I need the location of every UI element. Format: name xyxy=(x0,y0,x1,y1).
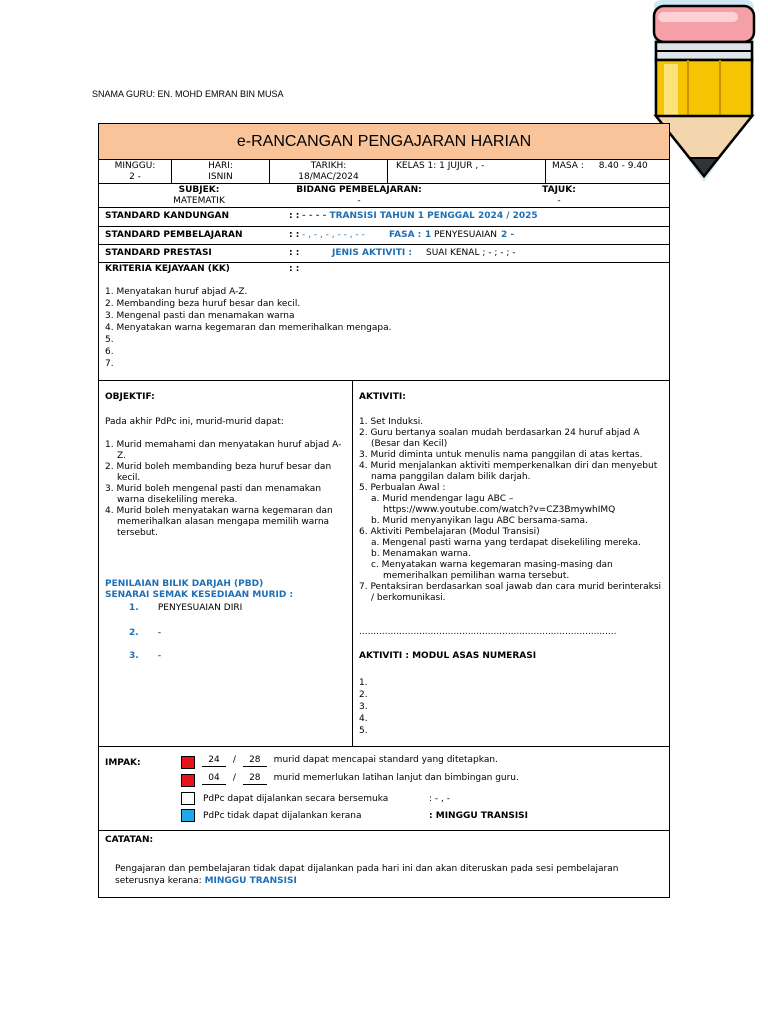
spr-label: STANDARD PRESTASI xyxy=(105,248,212,258)
sp-penyesuaian: PENYESUAIAN xyxy=(434,230,498,240)
impak-text: murid dapat mencapai standard yang ditetapkan. xyxy=(273,755,498,765)
impak-text: murid memerlukan latihan lanjut dan bimbingan guru. xyxy=(273,773,519,783)
impak-text: PdPc tidak dapat dijalankan kerana xyxy=(203,811,362,821)
red-checkbox[interactable] xyxy=(181,774,195,787)
dotted-separator: .......................................................................................... xyxy=(359,627,617,637)
form-title: e-RANCANGAN PENGAJARAN HARIAN xyxy=(99,124,669,160)
impak-label: IMPAK: xyxy=(105,758,141,768)
pbd-subheading: SENARAI SEMAK KESEDIAAN MURID : xyxy=(105,590,294,600)
aktiviti-item: 4. Murid menjalankan aktiviti memperkenalkan diri dan menyebut nama panggilan dalam bilik darjah. xyxy=(359,461,658,482)
spr-jenis-label: JENIS AKTIVITI : xyxy=(332,248,412,258)
minggu-cell xyxy=(99,159,172,184)
subjek-value: MATEMATIK xyxy=(173,196,225,206)
divider-impak xyxy=(99,746,669,747)
aktiviti-item: 5. Perbualan Awal : xyxy=(359,483,446,493)
spr-row xyxy=(99,244,669,263)
pbd-item xyxy=(129,628,161,639)
kk-item: 2. Membanding beza huruf besar dan kecil. xyxy=(105,299,301,309)
kk-label: KRITERIA KEJAYAAN (KK) xyxy=(105,264,230,274)
kk-item: 6. xyxy=(105,347,114,357)
kk-item: 7. xyxy=(105,359,114,369)
kk-item: 1. Menyatakan huruf abjad A-Z. xyxy=(105,287,248,297)
bidang-label: BIDANG PEMBELAJARAN: xyxy=(296,185,422,195)
bidang-value: - xyxy=(357,196,361,206)
aktiviti-heading: AKTIVITI: xyxy=(359,392,406,402)
catatan-body xyxy=(115,863,635,887)
pbd-section xyxy=(105,579,345,601)
subjek-label: SUBJEK: xyxy=(178,185,220,195)
kelas-cell xyxy=(388,159,546,184)
sp-penyesuaian-number: 2 - xyxy=(501,230,515,240)
teacher-name: SNAMA GURU: EN. MOHD EMRAN BIN MUSA xyxy=(92,89,284,99)
impak-text: PdPc dapat dijalankan secara bersemuka xyxy=(203,794,389,804)
minggu-value: 2 - xyxy=(129,172,141,182)
minggu-label: MINGGU: xyxy=(114,161,156,171)
modul-item: 5. xyxy=(359,726,368,736)
aktiviti-item: 1. Set Induksi. xyxy=(359,417,424,427)
aktiviti-subitem: c. Menyatakan warna kegemaran masing-masing dan memerihalkan pemilihan warna tersebut. xyxy=(371,560,613,581)
aktiviti-subitem: a. Mengenal pasti warna yang terdapat disekeliling mereka. xyxy=(371,538,641,548)
tarikh-value: 18/MAC/2024 xyxy=(298,172,359,182)
total-count: 28 xyxy=(243,755,267,767)
catatan-label: CATATAN: xyxy=(105,835,154,845)
modul-item: 2. xyxy=(359,690,368,700)
pbd-item-number: 1. xyxy=(129,603,139,613)
kk-item: 3. Mengenal pasti dan menamakan warna xyxy=(105,311,295,321)
objektif-heading: OBJEKTIF: xyxy=(105,392,155,402)
divider-catatan xyxy=(99,830,669,831)
objektif-intro: Pada akhir PdPc ini, murid-murid dapat: xyxy=(105,417,284,427)
sp-dashes: - , - , - , - - , - - xyxy=(302,230,365,240)
pbd-item-text: - xyxy=(157,628,162,638)
impak-row-1 xyxy=(202,755,498,767)
masa-label: MASA : xyxy=(552,161,584,171)
objektif-item: 4. Murid boleh menyatakan warna kegemaran dan memerihalkan alasan mengapa memilih warna tersebut. xyxy=(105,506,333,538)
modul-list xyxy=(359,677,368,737)
sp-row xyxy=(99,226,669,245)
kk-item: 4. Menyatakan warna kegemaran dan memerihalkan mengapa. xyxy=(105,323,392,333)
masa-cell xyxy=(546,159,669,184)
sk-row xyxy=(99,207,669,227)
pbd-item-text: - xyxy=(157,651,162,661)
subject-row xyxy=(99,184,669,208)
masa-value: 8.40 - 9.40 xyxy=(598,161,648,171)
sk-label: STANDARD KANDUNGAN xyxy=(105,211,230,221)
sp-fasa: FASA : xyxy=(389,230,422,240)
total-count: 28 xyxy=(243,773,267,785)
objektif-item: 1. Murid memahami dan menyatakan huruf abjad A-Z. xyxy=(105,440,342,461)
red-checkbox[interactable] xyxy=(181,756,195,769)
sp-colon: : : xyxy=(289,230,300,240)
fraction-slash: / xyxy=(232,755,236,765)
modul-heading: AKTIVITI : MODUL ASAS NUMERASI xyxy=(359,651,537,661)
achieved-count: 24 xyxy=(202,755,226,767)
pbd-item xyxy=(129,603,242,614)
empty-checkbox[interactable] xyxy=(181,792,195,805)
reason-value: : MINGGU TRANSISI xyxy=(429,811,529,821)
sp-fasa-number: 1 xyxy=(425,230,432,240)
pbd-item-text: PENYESUAIAN DIRI xyxy=(157,603,243,613)
lesson-plan-form xyxy=(98,123,670,898)
column-divider xyxy=(352,380,353,746)
hari-label: HARI: xyxy=(208,161,233,171)
hari-value: ISNIN xyxy=(208,172,233,182)
kelas-value: KELAS 1: 1 JUJUR , - xyxy=(396,161,485,171)
aktiviti-item: 2. Guru bertanya soalan mudah berdasarkan 24 huruf abjad A (Besar dan Kecil) xyxy=(359,428,640,449)
pbd-item-number: 2. xyxy=(129,628,139,638)
tajuk-value: - xyxy=(557,196,561,206)
objektif-section xyxy=(105,392,343,539)
pbd-item xyxy=(129,651,161,662)
modul-item: 4. xyxy=(359,714,368,724)
impak-row-2 xyxy=(202,773,519,785)
fraction-slash: / xyxy=(232,773,236,783)
modul-item: 3. xyxy=(359,702,368,712)
tajuk-label: TAJUK: xyxy=(542,185,576,195)
hari-cell xyxy=(172,159,270,184)
aktiviti-subitem: b. Menamakan warna. xyxy=(371,549,471,559)
aktiviti-item: 3. Murid diminta untuk menulis nama panggilan di atas kertas. xyxy=(359,450,643,460)
spr-colon: : : xyxy=(289,248,300,258)
tarikh-label: TARIKH: xyxy=(310,161,347,171)
aktiviti-section xyxy=(359,392,664,604)
kk-item: 5. xyxy=(105,335,114,345)
aktiviti-item: 7. Pentaksiran berdasarkan soal jawab dan cara murid berinteraksi / berkomunikasi. xyxy=(359,582,662,603)
pbd-heading: PENILAIAN BILIK DARJAH (PBD) xyxy=(105,579,264,589)
spr-jenis-value: SUAI KENAL ; - ; - ; - xyxy=(426,248,516,258)
guidance-count: 04 xyxy=(202,773,226,785)
aktiviti-item: 6. Aktiviti Pembelajaran (Modul Transisi) xyxy=(359,527,540,537)
sk-value: - - - - TRANSISI TAHUN 1 PENGGAL 2024 / 2025 xyxy=(302,211,538,221)
kk-colon: : : xyxy=(289,264,300,274)
aktiviti-subitem: b. Murid menyanyikan lagu ABC bersama-sama. xyxy=(371,516,588,526)
blue-checkbox[interactable] xyxy=(181,809,195,822)
sp-label: STANDARD PEMBELAJARAN xyxy=(105,230,243,240)
objektif-item: 3. Murid boleh mengenal pasti dan menamakan warna disekeliling mereka. xyxy=(105,484,322,505)
sk-colon: : : xyxy=(289,211,300,221)
kk-list xyxy=(105,286,645,370)
kk-section xyxy=(99,262,669,381)
bersemuka-value: : - , - xyxy=(429,794,450,804)
catatan-text: Pengajaran dan pembelajaran tidak dapat dijalankan pada hari ini dan akan diteruskan pada sesi pembelajaran seterusnya kerana: xyxy=(115,864,619,886)
objektif-item: 2. Murid boleh membanding beza huruf besar dan kecil. xyxy=(105,462,332,483)
modul-item: 1. xyxy=(359,678,368,688)
aktiviti-subitem: a. Murid mendengar lagu ABC – https://www.youtube.com/watch?v=CZ3BmywhIMQ xyxy=(371,494,616,515)
pbd-item-number: 3. xyxy=(129,651,139,661)
catatan-value: MINGGU TRANSISI xyxy=(204,876,297,886)
tarikh-cell xyxy=(270,159,388,184)
